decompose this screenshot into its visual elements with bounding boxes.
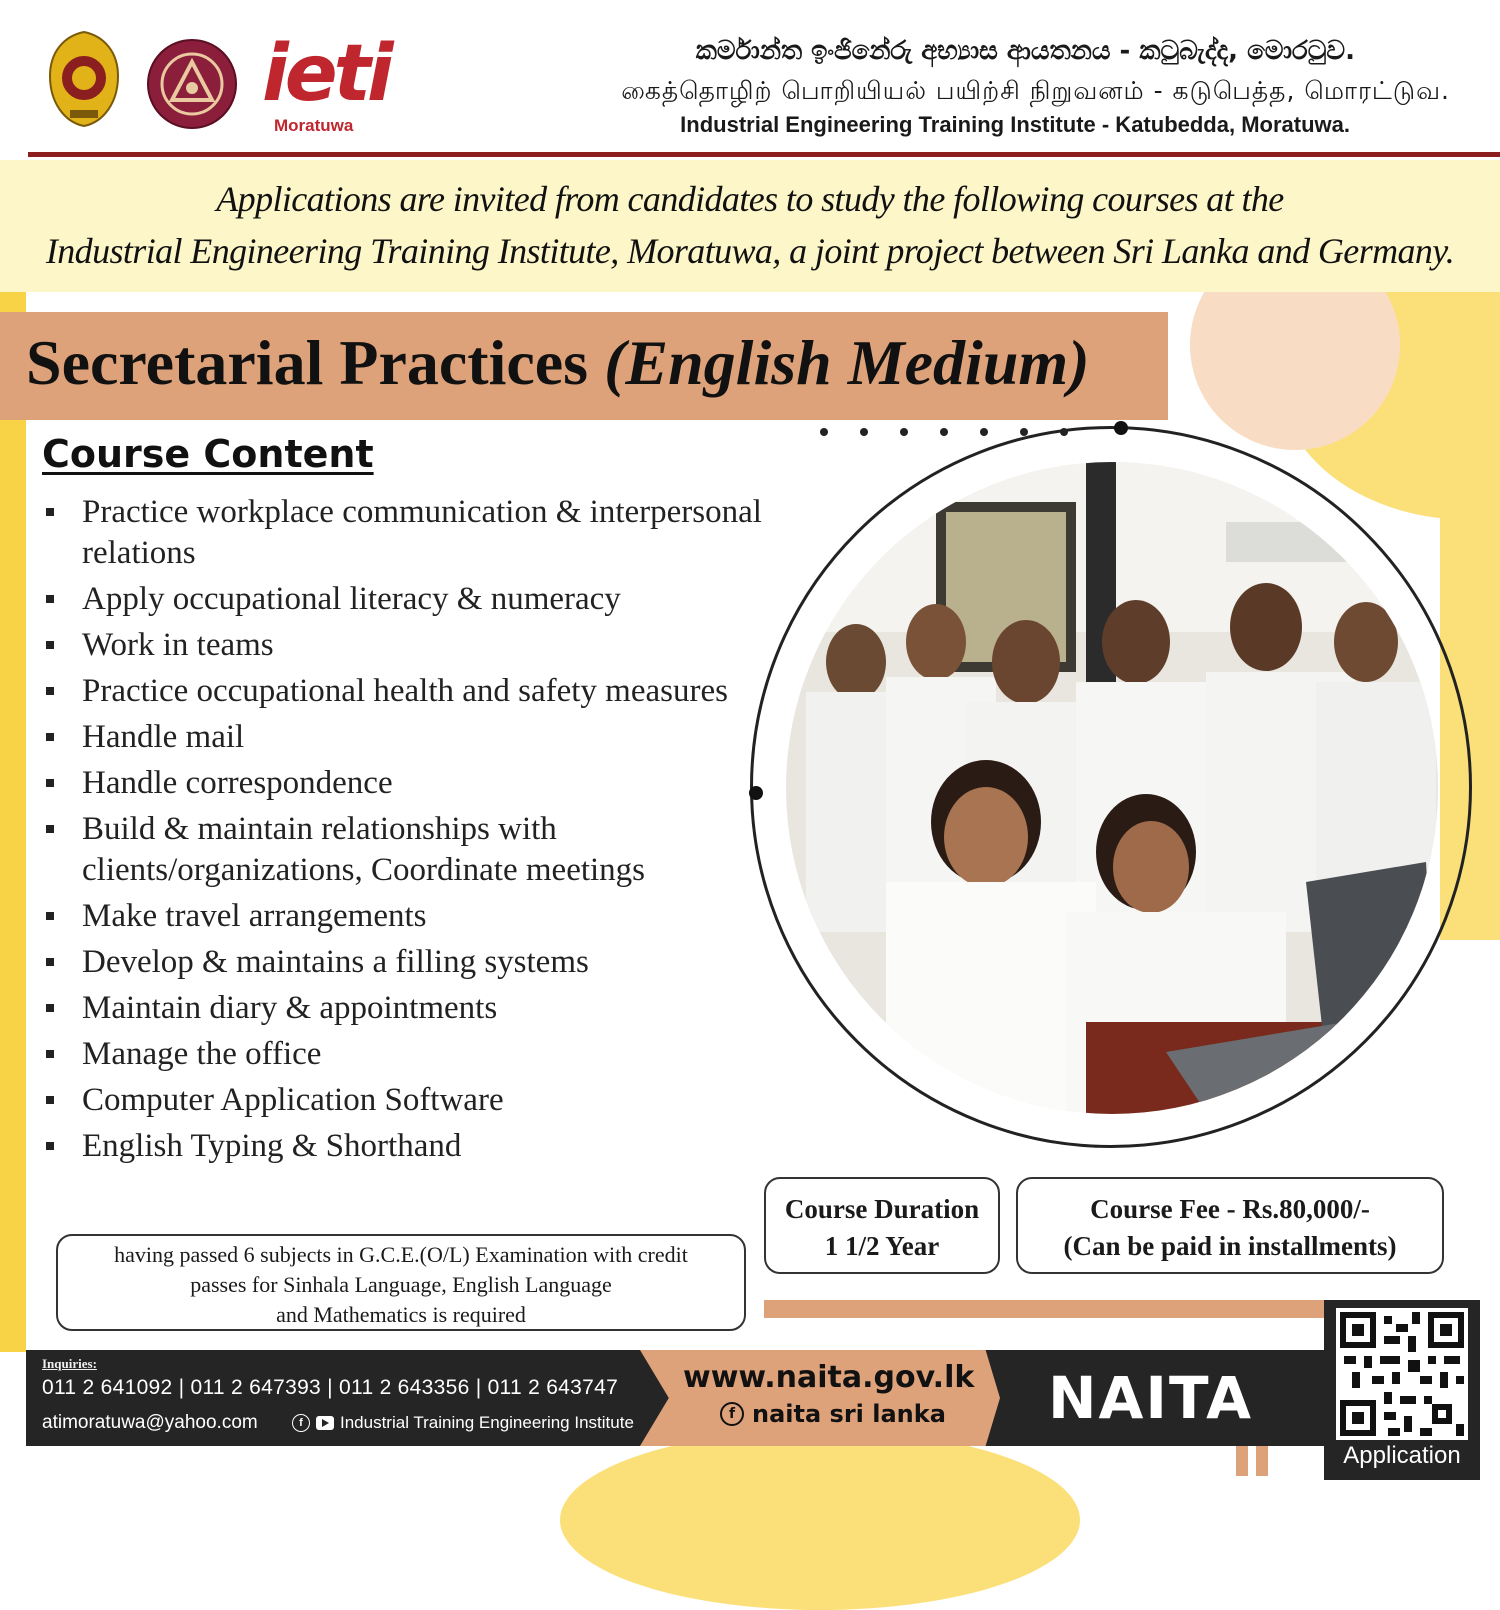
facebook-page-link[interactable] xyxy=(720,1400,946,1428)
bullet-icon xyxy=(46,733,54,741)
qr-application-label: Application xyxy=(1343,1442,1461,1469)
requirement-line-2: passes for Sinhala Language, English Language xyxy=(190,1272,612,1297)
facebook-icon[interactable]: f xyxy=(292,1414,310,1432)
list-item xyxy=(42,1080,762,1121)
course-title-medium: (English Medium) xyxy=(604,327,1090,398)
ring-dot xyxy=(749,786,763,800)
list-item xyxy=(42,1034,762,1075)
bullet-icon xyxy=(46,912,54,920)
header-sinhala-line: කර්මාන්ත ඉංජිනේරු අභ්‍යාස ආයතනය - කටුබැද්ද, මොරටුව. xyxy=(695,36,1355,66)
left-accent-stripe xyxy=(0,292,26,1352)
facebook-page-text[interactable]: naita sri lanka xyxy=(752,1400,946,1428)
list-item xyxy=(42,625,762,666)
social-text[interactable]: Industrial Training Engineering Institute xyxy=(340,1413,634,1432)
students-photo xyxy=(786,462,1438,1114)
requirement-line-1: having passed 6 subjects in G.C.E.(O/L) Examination with credit xyxy=(114,1242,688,1267)
course-duration-box xyxy=(764,1177,1000,1274)
list-item-text: Maintain diary & appointments xyxy=(82,990,498,1026)
list-item-text: Make travel arrangements xyxy=(82,898,427,934)
social-links[interactable] xyxy=(292,1413,634,1433)
list-item-text: Apply occupational literacy & numeracy xyxy=(82,581,621,617)
dot xyxy=(1020,428,1028,436)
bullet-icon xyxy=(46,687,54,695)
list-item-text: Develop & maintains a filling systems xyxy=(82,944,589,980)
invitation-line-1: Applications are invited from candidates to study the following courses at the xyxy=(216,179,1284,219)
list-item xyxy=(42,942,762,983)
course-title-main: Secretarial Practices xyxy=(26,327,605,398)
ieti-logo-subtext: Moratuwa xyxy=(274,116,354,135)
list-item-text: Practice occupational health and safety measures xyxy=(82,673,728,709)
header-english-line: Industrial Engineering Training Institute - Katubedda, Moratuwa. xyxy=(680,112,1350,137)
list-item-text: Practice workplace communication & interpersonal relations xyxy=(82,494,762,571)
decorative-peach-bar xyxy=(764,1300,1334,1318)
header-tamil-line: கைத்தொழிற் பொறியியல் பயிற்சி நிறுவனம் - கடுபெத்த, மொரட்டுவ. xyxy=(621,76,1450,105)
course-fee-label: Course Fee - Rs.80,000/- xyxy=(1090,1194,1370,1224)
facebook-icon[interactable]: f xyxy=(720,1402,744,1426)
bullet-icon xyxy=(46,1050,54,1058)
list-item-text: English Typing & Shorthand xyxy=(82,1128,462,1164)
course-content-heading: Course Content xyxy=(42,432,374,476)
naita-brand: NAITA xyxy=(1048,1364,1253,1432)
header-divider xyxy=(28,152,1500,157)
dot xyxy=(1060,428,1068,436)
dot xyxy=(940,428,948,436)
email-link[interactable]: atimoratuwa@yahoo.com xyxy=(42,1412,258,1433)
naita-round-logo-icon xyxy=(146,38,238,130)
list-item-text: Computer Application Software xyxy=(82,1082,504,1118)
decorative-bar xyxy=(1256,1446,1268,1476)
bullet-icon xyxy=(46,641,54,649)
bullet-icon xyxy=(46,1004,54,1012)
inquiries-label: Inquiries: xyxy=(42,1356,97,1371)
course-duration-value: 1 1/2 Year xyxy=(824,1231,940,1261)
list-item-text: Work in teams xyxy=(82,627,274,663)
bullet-icon xyxy=(46,508,54,516)
qr-code-icon[interactable] xyxy=(1336,1308,1468,1440)
dot xyxy=(820,428,828,436)
bullet-icon xyxy=(46,958,54,966)
dot xyxy=(860,428,868,436)
list-item xyxy=(42,1126,762,1167)
youtube-icon[interactable] xyxy=(316,1416,334,1430)
dot xyxy=(900,428,908,436)
list-item-text: Handle correspondence xyxy=(82,765,393,801)
course-content-list xyxy=(42,492,762,1172)
dotted-decoration xyxy=(820,428,1120,436)
course-fee-note: (Can be paid in installments) xyxy=(1063,1231,1397,1261)
list-item xyxy=(42,763,762,804)
ieti-logo xyxy=(262,29,404,136)
list-item xyxy=(42,809,762,891)
requirement-line-3: and Mathematics is required xyxy=(276,1302,526,1327)
list-item xyxy=(42,988,762,1029)
course-title xyxy=(26,326,1090,400)
list-item xyxy=(42,671,762,712)
list-item-text: Build & maintain relationships with clients/organizations, Coordinate meetings xyxy=(82,811,646,888)
bullet-icon xyxy=(46,779,54,787)
dot xyxy=(980,428,988,436)
list-item xyxy=(42,717,762,758)
bullet-icon xyxy=(46,1096,54,1104)
decorative-bottom-circle xyxy=(560,1430,1080,1610)
list-item xyxy=(42,492,762,574)
list-item-text: Manage the office xyxy=(82,1036,322,1072)
course-fee-box xyxy=(1016,1177,1444,1274)
decorative-bar xyxy=(1236,1446,1248,1476)
bullet-icon xyxy=(46,1142,54,1150)
list-item-text: Handle mail xyxy=(82,719,245,755)
entry-requirement-box xyxy=(56,1234,746,1331)
ieti-logo-text: ieti xyxy=(262,29,390,119)
bullet-icon xyxy=(46,825,54,833)
phone-numbers[interactable]: 011 2 641092 | 011 2 647393 | 011 2 643356 | 011 2 643747 xyxy=(42,1376,619,1399)
decorative-bottom-bars xyxy=(1236,1446,1276,1476)
course-duration-label: Course Duration xyxy=(784,1194,980,1224)
invitation-line-2: Industrial Engineering Training Institute, Moratuwa, a joint project between Sri Lanka and Germany. xyxy=(45,231,1455,271)
website-link[interactable]: www.naita.gov.lk xyxy=(683,1360,975,1395)
bullet-icon xyxy=(46,595,54,603)
list-item xyxy=(42,579,762,620)
list-item xyxy=(42,896,762,937)
sri-lanka-emblem-icon xyxy=(48,30,120,128)
